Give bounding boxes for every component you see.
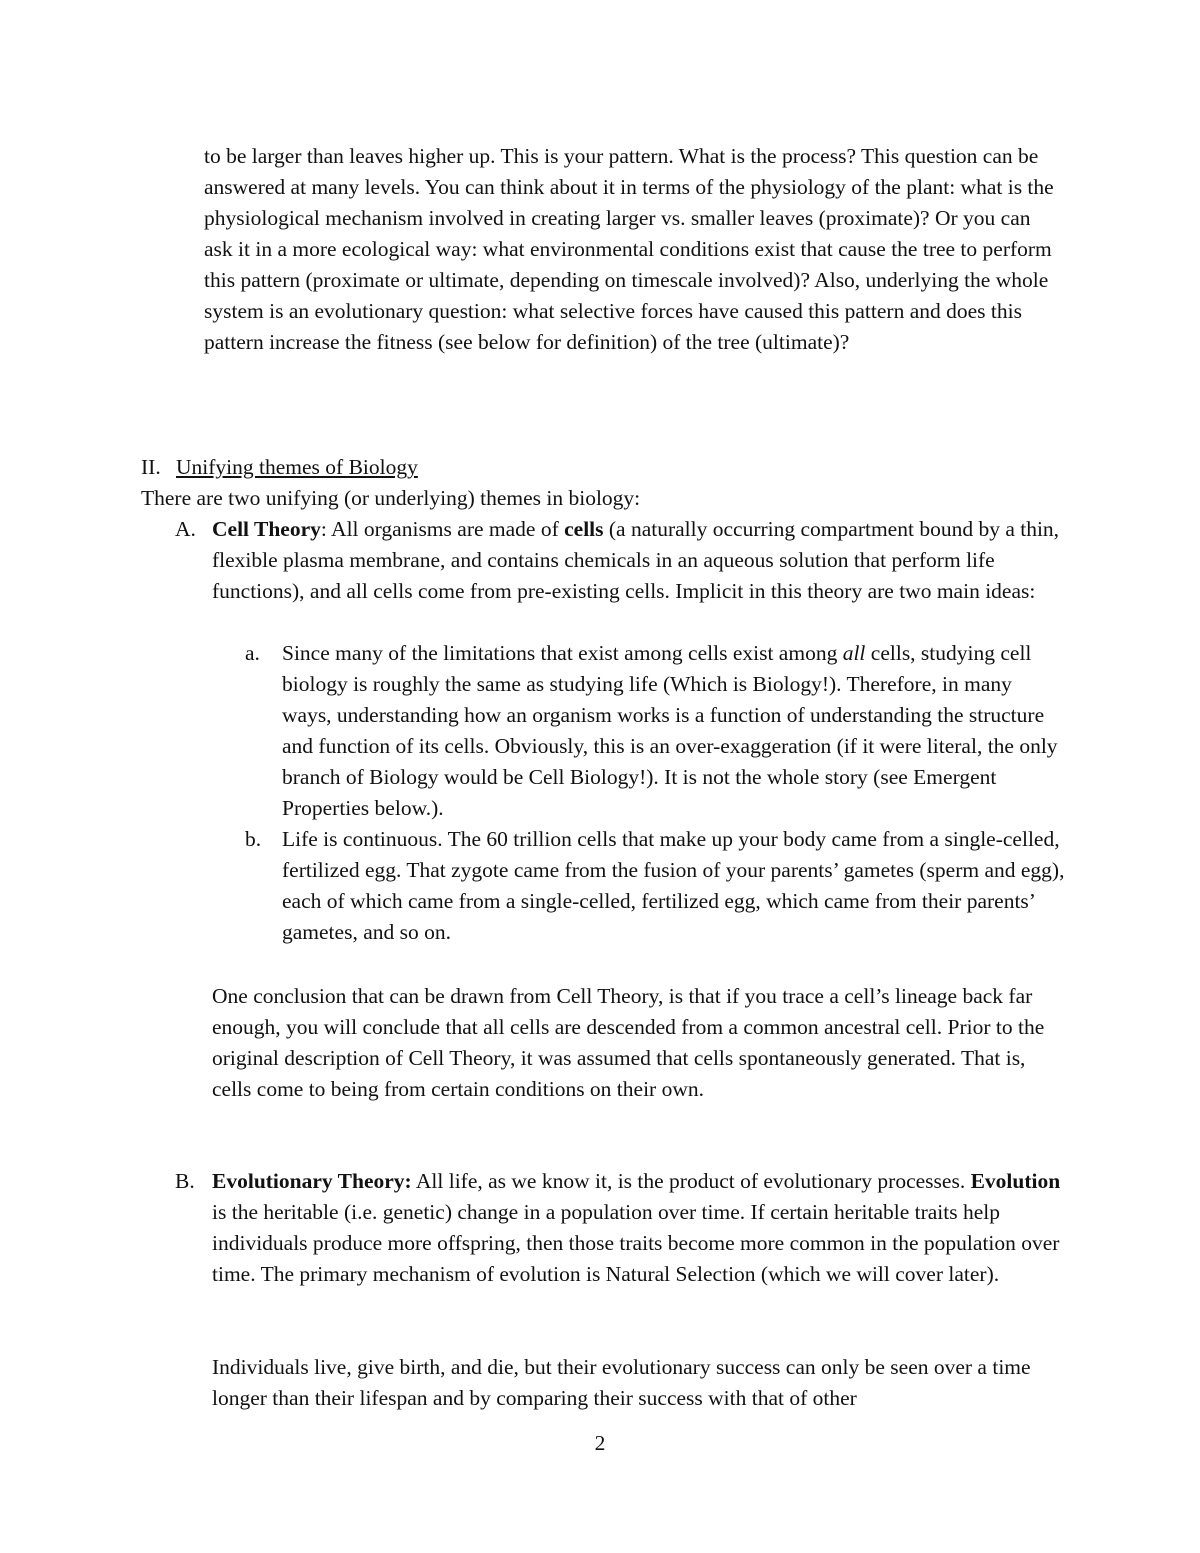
- sub-item-text-part: cells, studying cell biology is roughly the same as studying life (Which is Biology!). Therefore, in many ways, understanding how an organism works is a function of understanding the structure and function of its cells. Obviously, this is an over-exaggeration (if it were literal, the only branch of Biology would be Cell Biology!). It is not the whole story (see Emergent Properties below.).: [282, 641, 1058, 820]
- list-item-evolutionary-theory: [175, 1166, 1065, 1290]
- term-cell-theory: Cell Theory: [212, 517, 321, 541]
- section-title: Unifying themes of Biology: [176, 455, 418, 479]
- cell-theory-conclusion: One conclusion that can be drawn from Cell Theory, is that if you trace a cell’s lineage back far enough, you will conclude that all cells are descended from a common ancestral cell. Prior to the original description of Cell Theory, it was assumed that cells spontaneously generated. That is, cells come to being from certain conditions on their own.: [212, 984, 1045, 1101]
- sub-item-text: Life is continuous. The 60 trillion cells that make up your body came from a single-celled, fertilized egg. That zygote came from the fusion of your parents’ gametes (sperm and egg), each of which came from a single-celled, fertilized egg, which came from their parents’ gametes, and so on.: [282, 827, 1065, 944]
- list-marker: B.: [175, 1169, 195, 1193]
- emphasis-all: all: [842, 641, 866, 665]
- term-cells: cells: [564, 517, 604, 541]
- cell-theory-text: [212, 514, 1065, 607]
- evolutionary-theory-text-part: is the heritable (i.e. genetic) change in a population over time. If certain heritable traits help individuals produce more offspring, then those traits become more common in the population over time. The primary mechanism of evolution is Natural Selection (which we will cover later).: [212, 1200, 1060, 1286]
- cell-theory-text-part: (a naturally occurring compartment bound by a thin, flexible plasma membrane, and contains chemicals in an aqueous solution that perform life functions), and all cells come from pre-existing cells. Implicit in this theory are two main ideas:: [212, 517, 1060, 603]
- list-marker: b.: [245, 827, 262, 851]
- list-item-cell-theory: [175, 514, 1065, 607]
- cell-theory-text-part: : All organisms are made of: [320, 517, 565, 541]
- section-heading: [141, 452, 1041, 483]
- evolutionary-success-paragraph: Individuals live, give birth, and die, but their evolutionary success can only be seen over a time longer than their lifespan and by comparing their success with that of other: [212, 1355, 1031, 1410]
- page-number: 2: [594, 1431, 606, 1455]
- evolutionary-theory-text: [212, 1166, 1065, 1290]
- section-number: II.: [141, 455, 161, 479]
- list-marker: a.: [245, 641, 260, 665]
- evolutionary-theory-text-part: All life, as we know it, is the product of evolutionary processes.: [411, 1169, 971, 1193]
- sub-item-limitations: [245, 638, 1065, 824]
- term-evolution: Evolution: [970, 1169, 1061, 1193]
- sub-item-text: [282, 638, 1065, 824]
- intro-paragraph: to be larger than leaves higher up. This is your pattern. What is the process? This question can be answered at many levels. You can think about it in terms of the physiology of the plant: what is the physiological mechanism involved in creating larger vs. smaller leaves (proximate)? Or you can ask it in a more ecological way: what environmental conditions exist that cause the tree to perform this pattern (proximate or ultimate, depending on timescale involved)? Also, underlying the whole system is an evolutionary question: what selective forces have caused this pattern and does this pattern increase the fitness (see below for definition) of the tree (ultimate)?: [204, 144, 1054, 354]
- term-evolutionary-theory: Evolutionary Theory:: [212, 1169, 412, 1193]
- sub-item-text-part: Since many of the limitations that exist among cells exist among: [282, 641, 843, 665]
- sub-item-life-continuous: [245, 824, 1065, 948]
- section-intro: There are two unifying (or underlying) themes in biology:: [141, 486, 641, 510]
- list-marker: A.: [175, 517, 196, 541]
